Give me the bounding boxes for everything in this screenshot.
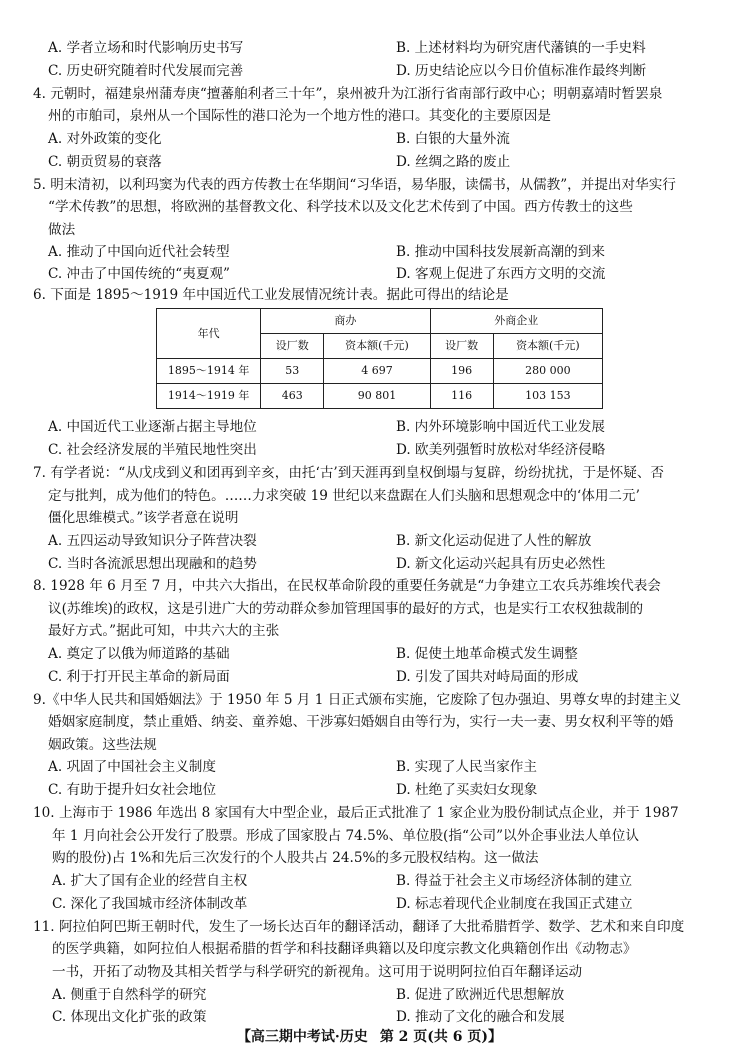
q8-stem-line-2: 议(苏维埃)的政权，这是引进广大的劳动群众参加管理国事的最好的方式，也是实行工农权独裁制的 xyxy=(48,601,644,617)
q5-option-d: D. 客观上促进了东西方文明的交流 xyxy=(396,266,606,282)
header-period: 年代 xyxy=(157,309,261,359)
q7-option-d: D. 新文化运动兴起具有历史必然性 xyxy=(396,556,606,572)
table-row xyxy=(157,384,603,409)
q11-option-c: C. 体现出文化扩张的政策 xyxy=(52,1009,207,1025)
q11-stem-line-1: 11. 阿拉伯阿巴斯王朝时代，发生了一场长达百年的翻译活动，翻译了大批希腊哲学、数学、艺术和来自印度 xyxy=(33,919,685,935)
row-capital-foreign: 103 153 xyxy=(493,384,602,409)
q8-stem-line-3: 最好方式。”据此可知，中共六大的主张 xyxy=(48,623,280,639)
q7-option-c: C. 当时各流派思想出现融和的趋势 xyxy=(48,556,257,572)
q5-stem-line-2: “学术传教”的思想，将欧洲的基督教文化、科学技术以及文化艺术传到了中国。西方传教士的这些 xyxy=(48,199,633,215)
q5-option-a: A. 推动了中国向近代社会转型 xyxy=(48,244,230,260)
q4-option-a: A. 对外政策的变化 xyxy=(48,131,162,147)
header-capital-1: 资本额(千元) xyxy=(324,334,430,359)
q11-option-b: B. 促进了欧洲近代思想解放 xyxy=(396,987,565,1003)
q8-option-d: D. 引发了国共对峙局面的形成 xyxy=(396,669,579,685)
q10-stem-line-2: 年 1 月向社会公开发行了股票。形成了国家股占 74.5%、单位股(指“公司”以外企事业法人单位认 xyxy=(52,828,639,844)
q11-option-d: D. 推动了文化的融合和发展 xyxy=(396,1009,565,1025)
row-capital-private: 4 697 xyxy=(324,359,430,384)
q10-stem-line-1: 10. 上海市于 1986 年选出 8 家国有大中型企业，最后正式批准了 1 家企业为股份制试点企业，并于 1987 xyxy=(33,805,679,821)
q9-stem-line-1: 9.《中华人民共和国婚姻法》于 1950 年 5 月 1 日正式颁布实施，它废除了包办强迫、男尊女卑的封建主义 xyxy=(33,692,682,708)
header-count-2: 设厂数 xyxy=(430,334,493,359)
q8-option-c: C. 利于打开民主革命的新局面 xyxy=(48,669,230,685)
q10-option-a: A. 扩大了国有企业的经营自主权 xyxy=(52,873,248,889)
header-count-1: 设厂数 xyxy=(261,334,324,359)
q9-stem-line-3: 姻政策。这些法规 xyxy=(48,737,157,753)
header-group-private: 商办 xyxy=(261,309,430,334)
q9-option-b: B. 实现了人民当家作主 xyxy=(396,759,537,775)
page-footer xyxy=(0,1026,739,1048)
footer-exam-title: 【高三期中考试·历史 xyxy=(236,1029,368,1045)
q7-stem-line-1: 7. 有学者说：“从戊戌到义和团再到辛亥，由托‘古’到天涯再到皇权倒塌与复辟，纷纷扰扰，于是怀疑、否 xyxy=(33,465,665,481)
row-capital-foreign: 280 000 xyxy=(493,359,602,384)
q7-option-b: B. 新文化运动促进了人性的解放 xyxy=(396,533,592,549)
prev-option-b: B. 上述材料均为研究唐代藩镇的一手史料 xyxy=(396,40,646,56)
header-group-foreign: 外商企业 xyxy=(430,309,602,334)
q9-option-d: D. 杜绝了买卖妇女现象 xyxy=(396,782,538,798)
q8-stem-line-1: 8. 1928 年 6 月至 7 月，中共六大指出，在民权革命阶段的重要任务就是“力争建立工农兵苏维埃代表会 xyxy=(33,578,661,594)
prev-option-a: A. 学者立场和时代影响历史书写 xyxy=(48,40,244,56)
q5-option-b: B. 推动中国科技发展新高潮的到来 xyxy=(396,244,605,260)
q5-stem-line-3: 做法 xyxy=(48,222,76,238)
q10-option-c: C. 深化了我国城市经济体制改革 xyxy=(52,896,248,912)
q5-stem-line-1: 5. 明末清初，以利玛窦为代表的西方传教士在华期间“习华语，易华服，读儒书，从儒教”，并提出对华实行 xyxy=(33,177,676,193)
q6-option-c: C. 社会经济发展的半殖民地性突出 xyxy=(48,442,257,458)
header-capital-2: 资本额(千元) xyxy=(493,334,602,359)
q7-stem-line-2: 定与批判，成为他们的特色。……力求突破 19 世纪以来盘踞在人们头脑和思想观念中的‘体用二元’ xyxy=(48,488,640,504)
q4-stem-line-1: 4. 元朝时，福建泉州蒲寿庚“擅蕃舶利者三十年”，泉州被升为江浙行省南部行政中心；明朝嘉靖时暂罢泉 xyxy=(33,86,663,102)
row-count-private: 463 xyxy=(261,384,324,409)
q4-option-c: C. 朝贡贸易的衰落 xyxy=(48,154,162,170)
q9-option-a: A. 巩固了中国社会主义制度 xyxy=(48,759,216,775)
footer-page-number: 第 2 页(共 6 页)】 xyxy=(379,1029,503,1045)
row-period: 1914～1919 年 xyxy=(157,384,261,409)
row-period: 1895～1914 年 xyxy=(157,359,261,384)
q4-option-d: D. 丝绸之路的废止 xyxy=(396,154,511,170)
q4-stem-line-2: 州的市舶司，泉州从一个国际性的港口沦为一个地方性的港口。其变化的主要原因是 xyxy=(48,108,551,124)
prev-option-d: D. 历史结论应以今日价值标准作最终判断 xyxy=(396,63,647,79)
row-capital-private: 90 801 xyxy=(324,384,430,409)
q6-option-a: A. 中国近代工业逐渐占据主导地位 xyxy=(48,419,257,435)
row-count-foreign: 116 xyxy=(430,384,493,409)
q11-option-a: A. 侧重于自然科学的研究 xyxy=(52,987,207,1003)
industry-stats-table xyxy=(156,308,603,409)
row-count-private: 53 xyxy=(261,359,324,384)
q10-option-d: D. 标志着现代企业制度在我国正式建立 xyxy=(396,896,633,912)
q8-option-b: B. 促使土地革命模式发生调整 xyxy=(396,646,578,662)
q7-option-a: A. 五四运动导致知识分子阵营决裂 xyxy=(48,533,257,549)
q10-option-b: B. 得益于社会主义市场经济体制的建立 xyxy=(396,873,633,889)
prev-option-c: C. 历史研究随着时代发展而完善 xyxy=(48,63,244,79)
q4-option-b: B. 白银的大量外流 xyxy=(396,131,510,147)
row-count-foreign: 196 xyxy=(430,359,493,384)
q7-stem-line-3: 僵化思维模式。”该学者意在说明 xyxy=(48,510,239,526)
q8-option-a: A. 奠定了以俄为师道路的基础 xyxy=(48,646,230,662)
q5-option-c: C. 冲击了中国传统的“夷夏观” xyxy=(48,266,230,282)
q6-stem-line-1: 6. 下面是 1895～1919 年中国近代工业发展情况统计表。据此可得出的结论是 xyxy=(33,287,509,303)
q10-stem-line-3: 购的股份)占 1%和先后三次发行的个人股共占 24.5%的多元股权结构。这一做法 xyxy=(52,850,539,866)
table-row xyxy=(157,359,603,384)
q6-option-d: D. 欧美列强暂时放松对华经济侵略 xyxy=(396,442,606,458)
q11-stem-line-3: 一书，开拓了动物及其相关哲学与科学研究的新视角。这可用于说明阿拉伯百年翻译运动 xyxy=(52,964,583,980)
q11-stem-line-2: 的医学典籍，如阿拉伯人根据希腊的哲学和科技翻译典籍以及印度宗教文化典籍创作出《动物志》 xyxy=(52,941,637,957)
q6-option-b: B. 内外环境影响中国近代工业发展 xyxy=(396,419,605,435)
q9-option-c: C. 有助于提升妇女社会地位 xyxy=(48,782,217,798)
q9-stem-line-2: 婚姻家庭制度，禁止重婚、纳妾、童养媳、干涉寡妇婚姻自由等行为，实行一夫一妻、男女权利平等的婚 xyxy=(48,714,674,730)
